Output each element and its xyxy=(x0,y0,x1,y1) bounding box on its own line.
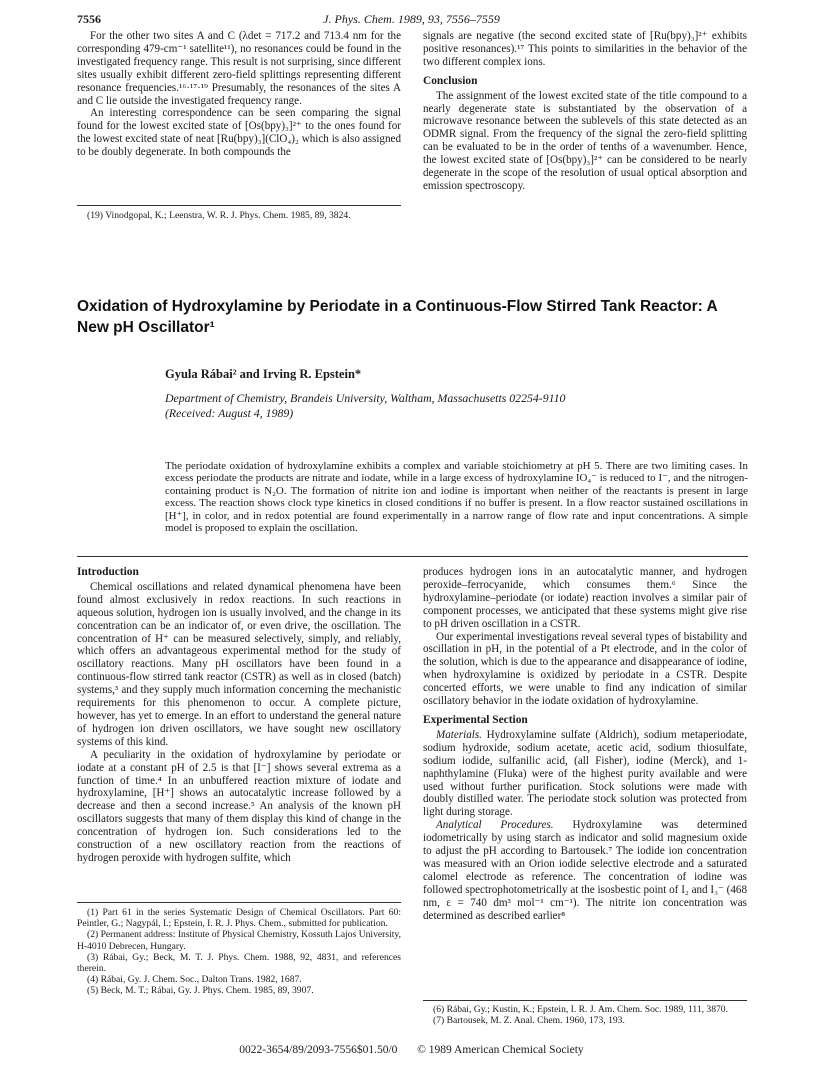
right-paragraph-1: produces hydrogen ions in an autocatalytic manner, and hydrogen peroxide–ferrocyanide, which consumes them.⁶ Since the hydroxylamine–periodate (or iodate) reaction involves a similar pair of component processes, we anticipated that these systems might give rise to pH driven oscillation in a CSTR. xyxy=(423,566,747,630)
footnote-1: (1) Part 61 in the series Systematic Design of Chemical Oscillators. Part 60: Peintler, G.; Nagypál, I.; Epstein, I. R. J. Phys. Chem., submitted for publication. xyxy=(77,907,401,930)
abstract-divider xyxy=(77,556,748,557)
right-footnotes xyxy=(423,1004,747,1026)
prev-right-paragraph: signals are negative (the second excited state of [Ru(bpy)₃]²⁺ exhibits positive resonances).¹⁷ This points to similarities in the behavior of the two different complex ions. xyxy=(423,30,747,68)
materials-label: Materials. xyxy=(436,728,482,741)
title-line-2: New pH Oscillator¹ xyxy=(77,319,215,336)
footnote-7: (7) Bartousek, M. Z. Anal. Chem. 1960, 173, 193. xyxy=(433,1015,625,1027)
analytical-text: Hydroxylamine was determined iodometrically by using starch as indicator and solid magnesium oxide to adjust the pH according to Bartousek.⁷ The iodide ion concentration was measured with an Orion iodide selective electrode and a saturated calomel electrode as reference. The concentration of iodine was followed spectrophotometrically at the isosbestic point of I₂ and I₃⁻ (468 nm, ε = 740 dm³ mol⁻¹ cm⁻¹). The nitrite ion concentration was determined as described earlier⁸ xyxy=(423,819,747,922)
footnote-6: (6) Rábai, Gy.; Kustin, K.; Epstein, I. R. J. Am. Chem. Soc. 1989, 111, 3870. xyxy=(433,1004,728,1015)
prev-footnote-19: (19) Vinodgopal, K.; Leenstra, W. R. J. Phys. Chem. 1985, 89, 3824. xyxy=(87,210,351,221)
article-right-column xyxy=(423,566,747,922)
received-date: (Received: August 4, 1989) xyxy=(165,406,294,420)
left-footnotes xyxy=(77,907,401,997)
page-number: 7556 xyxy=(77,12,101,26)
abstract xyxy=(165,460,748,534)
introduction-heading: Introduction xyxy=(77,566,139,578)
abstract-text: The periodate oxidation of hydroxylamine exhibits a complex and variable stoichiometry at pH 5. There are two limiting cases. In excess periodate the products are nitrate and iodate, while in a large excess of hydroxylamine IO₄⁻ is reduced to I⁻, and the nitrogen-containing product is N₂O. The formation of nitrite ion and iodine is important when neither of the reactants is present in large excess. The reaction shows clock type kinetics in closed conditions if no buffer is present. In a flow reactor sustained oscillations in [H⁺], in color, and in redox potential are found experimentally in a narrow range of flow rate and input concentrations. A simple model is proposed to explain the oscillation. xyxy=(165,460,748,535)
title-line-1: Oxidation of Hydroxylamine by Periodate in a Continuous-Flow Stirred Tank Reactor: A xyxy=(77,298,718,315)
footer xyxy=(0,1044,823,1056)
prev-article-right-column xyxy=(423,30,747,193)
conclusion-text: The assignment of the lowest excited state of the title compound to a nearly degenerate state is substantiated by the observation of a microwave resonance between the sublevels of this state detected as an ODMR signal. From the frequency of the signal the zero-field splitting can be evaluated to be in the order of tenths of a wavenumber. Hence, the lowest excited state of [Os(bpy)₃]²⁺ can be considered to be nearly degenerate in the scope of the resolution of usual optical absorption and emission spectroscopy. xyxy=(423,89,747,192)
article-left-column xyxy=(77,566,401,865)
running-head: J. Phys. Chem. 1989, 93, 7556–7559 xyxy=(323,12,500,26)
conclusion-heading: Conclusion xyxy=(423,74,478,87)
prev-paragraph-1: For the other two sites A and C (λdet = 717.2 and 713.4 nm for the corresponding 479-cm⁻¹ satellite¹¹), no resonances could be found in the investigated frequency range. This result is not surprising, since different sites usually exhibit different zero-field splittings representing different resonance frequencies.¹⁶·¹⁷·¹⁹ Presumably, the resonances of the sites A and C lie outside the investigated frequency range. xyxy=(77,30,401,107)
materials-text: Hydroxylamine sulfate (Aldrich), sodium metaperiodate, sodium hydroxide, sodium acetate, acetic acid, sodium thiosulfate, sodium iodide, sulfanilic acid, (all Fisher), iodine (Merck), and 1-naphthylamine (Fluka) were of the highest purity available and were used without further purification. Stock solutions were made with doubly distilled water. The periodate stock solution was protected from light during storage. xyxy=(423,728,747,819)
footnote-rule xyxy=(77,205,401,206)
right-paragraph-2: Our experimental investigations reveal several types of bistability and oscillation in pH, in the potential of a Pt electrode, and in the color of the solution, which is due to the appearance and disappearance of iodine, when hydroxylamine is oxidized by periodate in a CSTR. Despite concerted efforts, we were unable to find any indication of similar oscillatory behavior in the iodate oxidation of hydroxylamine. xyxy=(423,630,747,708)
footer-copyright: © 1989 American Chemical Society xyxy=(417,1044,584,1056)
materials-paragraph xyxy=(423,729,747,819)
article-title xyxy=(77,296,757,338)
intro-paragraph-2: A peculiarity in the oxidation of hydroxylamine by periodate or iodate at a constant pH of 2.5 is that [I⁻] shows several extrema as a function of time.⁴ In an unbuffered reaction mixture of iodate and hydroxylamine, [H⁺] shows an autocatalytic increase followed by a decrease and then a second increase.⁵ An analysis of the known pH oscillators suggests that many of them display this kind of change in the concentration of hydrogen ion. Such considerations led to the construction of a new oscillatory reaction from the reactions of hydrogen peroxide with hydrogen sulfite, which xyxy=(77,748,401,864)
footnote-3: (3) Rábai, Gy.; Beck, M. T. J. Phys. Chem. 1988, 92, 4831, and references therein. xyxy=(77,951,401,975)
left-footnote-rule xyxy=(77,902,401,903)
right-footnote-rule xyxy=(423,1000,747,1001)
intro-paragraph-1: Chemical oscillations and related dynamical phenomena have been found almost exclusively in redox reactions. In such reactions in aqueous solution, hydrogen ion is usually involved, and the change in its concentration can be an indicator of, or even drive, the oscillation. The concentration of H⁺ can be measured selectively, simply, and reliably, which offers an advantageous experimental method for the study of oscillatory reactions. Many pH oscillators have been found in a continuous-flow stirred tank reactor (CSTR) as well as in closed (batch) systems,³ and they supply much information concerning the mechanistic requirements for this phenomenon to occur. A complete picture, however, has yet to emerge. In an effort to understand the general nature of hydrogen ion driven oscillators, we have sought new oscillatory systems of this kind. xyxy=(77,580,401,748)
experimental-heading: Experimental Section xyxy=(423,713,528,726)
affiliation: Department of Chemistry, Brandeis University, Waltham, Massachusetts 02254-9110 xyxy=(165,391,566,405)
prev-article-left-column xyxy=(77,30,401,159)
prev-paragraph-2: An interesting correspondence can be seen comparing the signal found for the lowest excited state of [Os(bpy)₃]²⁺ to the ones found for the lowest excited state of neat [Ru(bpy)₃](ClO₄)₂ which is also assigned to be doubly degenerate. In both compounds the xyxy=(77,107,401,159)
footnote-4: (4) Rábai, Gy. J. Chem. Soc., Dalton Trans. 1982, 1687. xyxy=(87,974,302,986)
authors: Gyula Rábai² and Irving R. Epstein* xyxy=(165,367,362,381)
footnote-2: (2) Permanent address: Institute of Physical Chemistry, Kossuth Lajos University, H-4010 Debrecen, Hungary. xyxy=(77,929,401,952)
footnote-5: (5) Beck, M. T.; Rábai, Gy. J. Phys. Chem. 1985, 89, 3907. xyxy=(87,985,314,997)
footer-code: 0022-3654/89/2093-7556$01.50/0 xyxy=(239,1044,398,1056)
analytical-paragraph xyxy=(423,819,747,922)
analytical-label: Analytical Procedures. xyxy=(436,819,554,832)
